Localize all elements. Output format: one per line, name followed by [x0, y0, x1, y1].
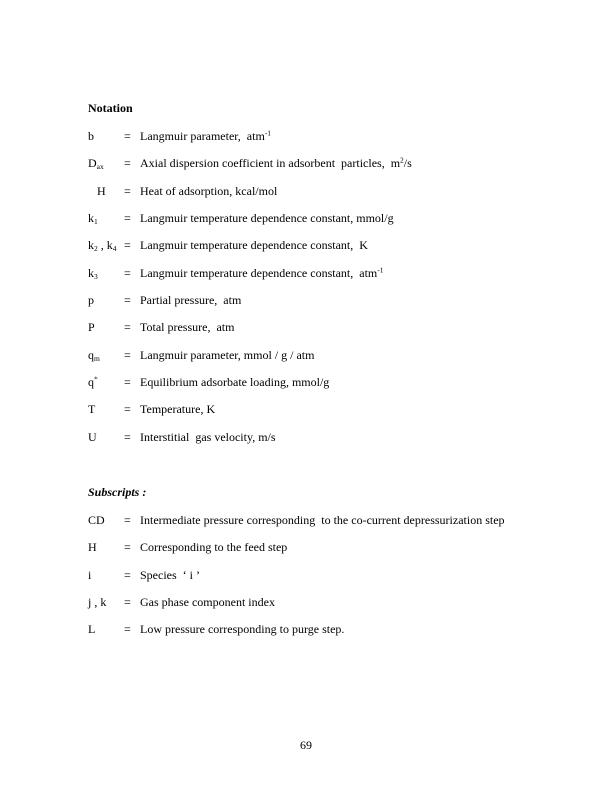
symbol — [88, 319, 124, 335]
symbol: CD — [88, 513, 105, 527]
symbol-subscript: 3 — [94, 271, 98, 281]
subscript-row-i — [88, 567, 568, 583]
definition — [140, 210, 568, 226]
definition-text: Interstitial gas velocity, m/s — [140, 429, 276, 444]
definition-text: Partial pressure, atm — [140, 292, 242, 307]
equals-sign: = — [124, 156, 131, 171]
symbol — [88, 237, 124, 253]
symbol: j , k — [88, 594, 107, 609]
definition — [140, 429, 568, 445]
symbol — [88, 210, 124, 226]
definition — [140, 237, 568, 253]
equals-sign: = — [124, 567, 131, 582]
equals-sign: = — [124, 129, 131, 143]
notation-row-qstar — [88, 374, 568, 390]
symbol-base: q — [88, 374, 94, 389]
symbol: L — [88, 622, 96, 637]
definition: Gas phase component index — [140, 594, 275, 609]
symbol-base: k — [88, 238, 94, 253]
equals-sign: = — [124, 594, 131, 609]
symbol: i — [88, 567, 92, 582]
definition-text: Langmuir parameter, atm — [140, 129, 265, 143]
definition: Intermediate pressure corresponding to the co-current depressurization step — [140, 513, 505, 527]
definition — [140, 183, 568, 199]
symbol-superscript: * — [94, 374, 98, 384]
subscript-row-cd — [88, 512, 568, 528]
symbol-base: p — [88, 292, 94, 307]
symbol-subscript: m — [94, 353, 100, 363]
definition: Low pressure corresponding to purge step. — [140, 622, 345, 637]
symbol-base: k — [88, 210, 94, 225]
notation-row-t — [88, 401, 568, 417]
equals-sign: = — [124, 622, 131, 637]
definition — [140, 265, 568, 281]
notation-heading: Notation — [88, 101, 133, 115]
equals-sign: = — [124, 183, 131, 198]
definition-text: Equilibrium adsorbate loading, mmol/g — [140, 374, 330, 389]
symbol — [88, 347, 124, 363]
notation-row-qm — [88, 347, 568, 363]
definition: Species ‘ i ’ — [140, 567, 200, 582]
symbol-base: P — [88, 320, 95, 335]
notation-row-b — [88, 128, 568, 144]
symbol-subscript-2: 4 — [112, 244, 117, 254]
notation-row-p-lower — [88, 292, 568, 308]
symbol — [88, 292, 124, 308]
symbol-base: U — [88, 429, 97, 444]
notation-row-dax — [88, 155, 568, 171]
notation-row-p-upper — [88, 319, 568, 335]
symbol-subscript: ax — [96, 162, 104, 172]
definition-text: Langmuir temperature dependence constant, K — [140, 238, 368, 253]
definition-text: Heat of adsorption, kcal/mol — [140, 183, 278, 198]
equals-sign: = — [124, 540, 131, 555]
notation-row-u — [88, 429, 568, 445]
equals-sign: = — [124, 210, 131, 225]
symbol-base: q — [88, 347, 94, 362]
subscript-row-jk — [88, 594, 568, 610]
definition: Corresponding to the feed step — [140, 540, 288, 555]
definition — [140, 347, 568, 363]
equals-sign: = — [124, 374, 131, 389]
unit-superscript: 2 — [400, 155, 404, 165]
definition — [140, 155, 568, 171]
notation-row-k3 — [88, 265, 568, 281]
equals-sign: = — [124, 429, 131, 444]
definition-text: Langmuir temperature dependence constant, atm — [140, 265, 378, 280]
equals-sign: = — [124, 513, 131, 527]
equals-sign: = — [124, 320, 131, 335]
symbol — [88, 183, 124, 199]
definition-tail: /s — [403, 156, 412, 171]
unit-superscript: -1 — [264, 128, 272, 138]
symbol — [88, 429, 124, 445]
definition-text: Axial dispersion coefficient in adsorbent particles, m — [140, 156, 401, 171]
equals-sign: = — [124, 292, 131, 307]
symbol-base: H — [97, 183, 106, 198]
definition — [140, 374, 568, 390]
notation-row-k2-k4 — [88, 237, 568, 253]
symbol — [88, 401, 124, 417]
equals-sign: = — [124, 402, 131, 417]
subscript-row-h — [88, 539, 568, 555]
symbol — [88, 128, 124, 144]
page-number: 69 — [300, 738, 312, 752]
definition-text: Total pressure, atm — [140, 320, 235, 335]
definition — [140, 292, 568, 308]
symbol-base: k — [88, 265, 94, 280]
symbol-mid: , k — [97, 238, 113, 253]
definition — [140, 401, 568, 417]
notation-row-k1 — [88, 210, 568, 226]
unit-superscript: -1 — [377, 265, 384, 275]
definition-text: Langmuir temperature dependence constant, mmol/g — [140, 210, 394, 225]
definition-text: Langmuir parameter, mmol / g / atm — [140, 347, 315, 362]
definition — [140, 319, 568, 335]
equals-sign: = — [124, 347, 131, 362]
symbol: H — [88, 540, 97, 555]
symbol-base: b — [88, 129, 94, 143]
equals-sign: = — [124, 238, 131, 253]
symbol-base: T — [88, 402, 96, 417]
symbol-subscript: 2 — [94, 244, 98, 254]
symbol-base: D — [88, 156, 97, 171]
symbol-subscript: 1 — [94, 216, 98, 226]
subscript-row-l — [88, 621, 568, 637]
symbol — [88, 265, 124, 281]
definition-text: Temperature, K — [140, 402, 216, 417]
subscripts-heading: Subscripts : — [88, 485, 147, 499]
symbol — [88, 155, 124, 171]
equals-sign: = — [124, 265, 131, 280]
symbol — [88, 374, 124, 390]
notation-row-h — [88, 183, 568, 199]
definition — [140, 128, 568, 144]
